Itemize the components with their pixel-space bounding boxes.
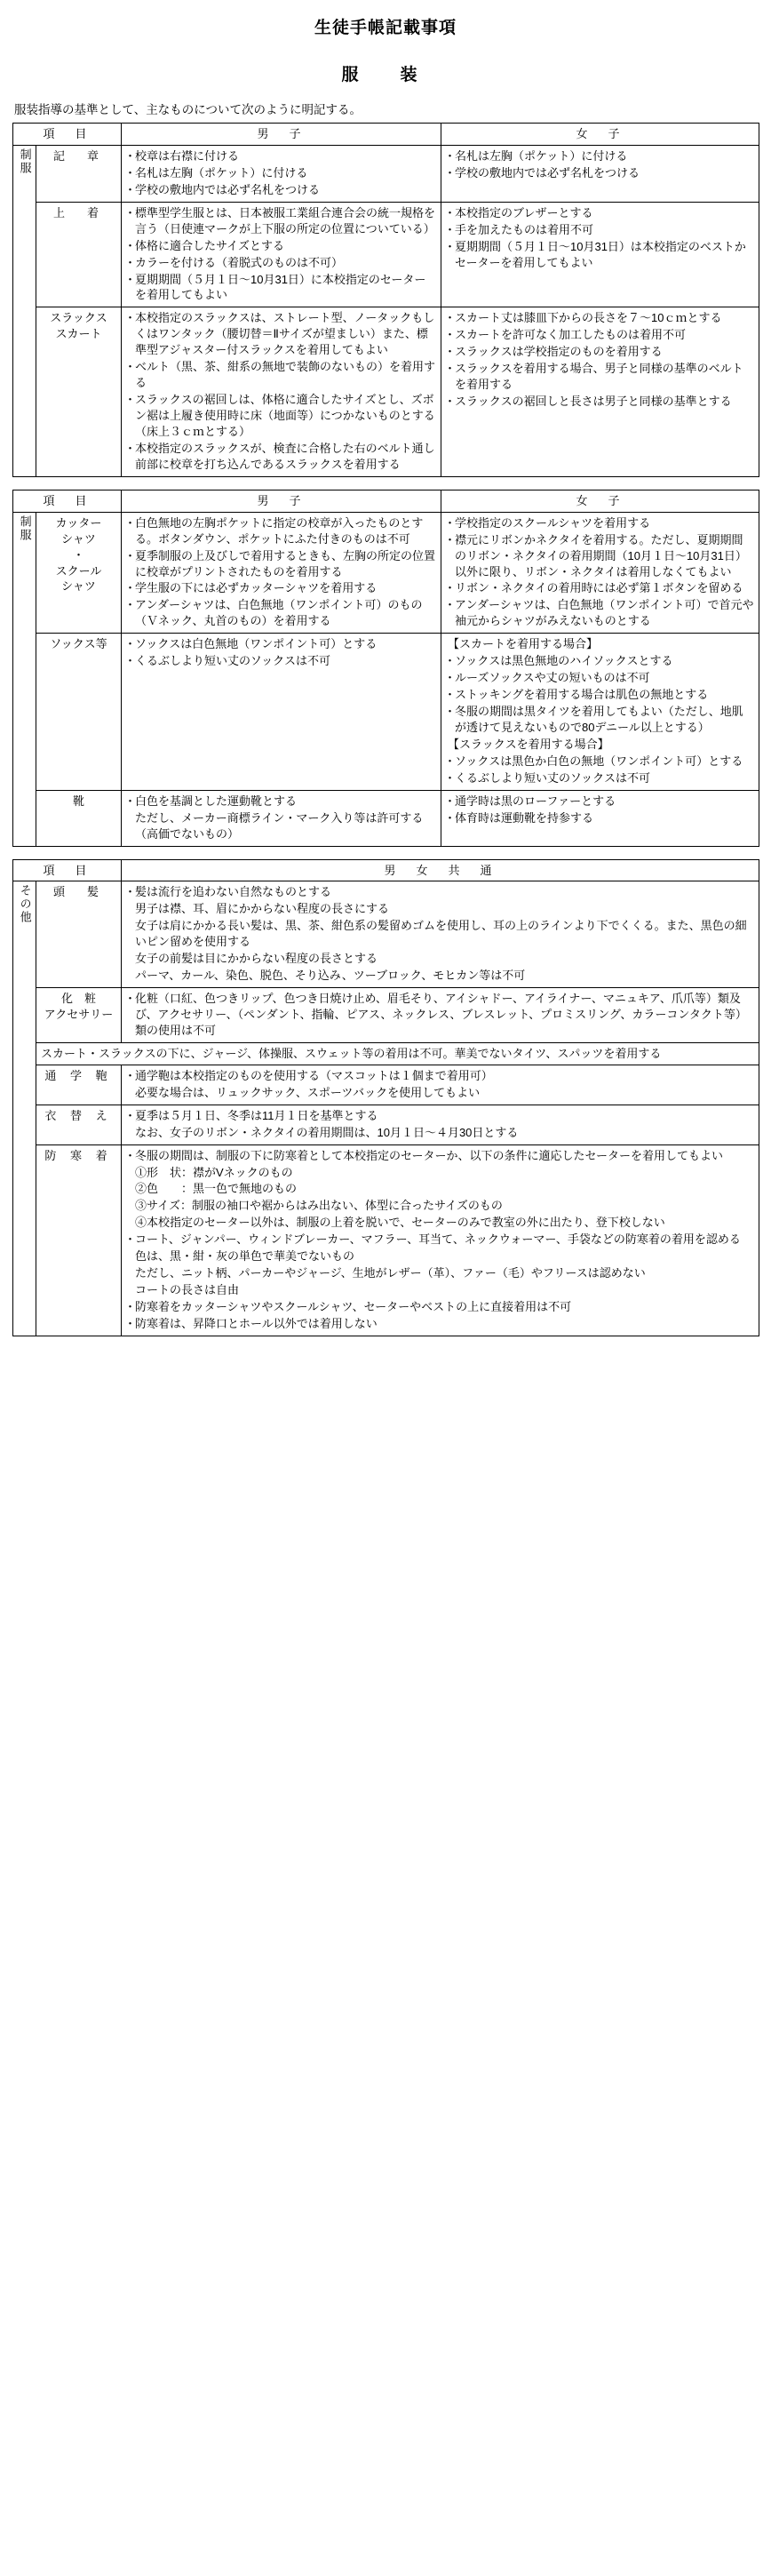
cell-girls-uwagi: ・ 本校指定のブレザーとする ・ 手を加えたものは着用不可 ・ 夏期期間（５月１日〜10月31日）は本校指定のベストかセーターを着用してもよい: [441, 202, 759, 307]
row-label-makeup: 化 粧 アクセサリー: [36, 988, 122, 1043]
table-row: [13, 1144, 759, 1336]
cell-girls-skirt: ・ スカート丈は膝皿下からの長さを７〜10ｃｍとする ・ スカートを許可なく加工したものは着用不可 ・ スラックスは学校指定のものを着用する ・ スラックスを着用する場合、男子と同様の基準のベルトを着用する ・ スラックスの裾回しと長さは男子と同様の基準とする: [441, 307, 759, 476]
category-label: その他: [13, 881, 36, 1336]
uniform-table-1: [12, 123, 759, 477]
row-label-winterwear: 防 寒 着: [36, 1144, 122, 1336]
cell-bag: ・ 通学鞄は本校指定のものを使用する（マスコットは１個まで着用可） 必要な場合は、リュックサック、スポーツバックを使用してもよい: [122, 1065, 759, 1105]
row-label-slacks-skirt: スラックス スカート: [36, 307, 122, 476]
cell-boys-uwagi: ・ 標準型学生服とは、日本被服工業組合連合会の統一規格を言う（日使連マークが上下服の所定の位置についている） ・ 体格に適合したサイズとする ・ カラーを付ける（着脱式のものは不可） ・ 夏期期間（５月１日〜10月31日）に本校指定のセーターを着用してもよい: [122, 202, 441, 307]
cell-boys-shoes: ・ 白色を基調とした運動靴とする ただし、メーカー商標ライン・マーク入り等は許可する（高価でないもの）: [122, 790, 441, 846]
row-label-bag: 通 学 鞄: [36, 1065, 122, 1105]
row-label-shirt: カッター シャツ ・ スクール シャツ: [36, 512, 122, 634]
table-row: [13, 512, 759, 634]
header-item: 項 目: [13, 859, 122, 881]
cell-boys-shirt: ・ 白色無地の左胸ポケットに指定の校章が入ったものとする。ボタンダウン、ポケットにふた付きのものは不可 ・ 夏季制服の上及びしで着用するときも、左胸の所定の位置に校章がプリントされたものを着用する ・ 学生服の下には必ずカッターシャツを着用する ・ アンダーシャツは、白色無地（ワンポイント可）のもの（Ｖネック、丸首のもの）を着用する: [122, 512, 441, 634]
cell-makeup: ・ 化粧（口紅、色つきリップ、色つき日焼け止め、眉毛そり、アイシャドー、アイライナー、マニュキア、爪爪等）類及び、アクセサリー、（ペンダント、指輪、ピアス、ネックレス、ブレスレット、プロミスリング、カラーコンタクト等）類の使用は不可: [122, 988, 759, 1043]
table-header-row: [13, 859, 759, 881]
cell-girls-shirt: ・ 学校指定のスクールシャツを着用する ・ 襟元にリボンかネクタイを着用する。ただし、夏期期間のリボン・ネクタイの着用期間（10月１日〜10月31日）以外に限り、リボン・ネクタイは着用しなくてもよい ・ リボン・ネクタイの着用時には必ず第１ボタンを留める ・ アンダーシャツは、白色無地（ワンポイント可）で首元や袖元からシャツがみえないものとする: [441, 512, 759, 634]
row-label-shoes: 靴: [36, 790, 122, 846]
table-row: [13, 1042, 759, 1065]
category-label: 制服: [13, 512, 36, 846]
row-label-hair: 頭 髪: [36, 881, 122, 988]
header-girls: 女 子: [441, 490, 759, 512]
table-row: [13, 145, 759, 202]
cell-hair: ・ 髪は流行を追わない自然なものとする 男子は襟、耳、眉にかからない程度の長さにする 女子は肩にかかる長い髪は、黒、茶、紺色系の髪留めゴムを使用し、耳の上のラインより下でくくる。また、黒色の細いピン留めを使用する 女子の前髪は目にかからない程度の長さとする パーマ、カール、染色、脱色、そり込み、ツーブロック、モヒカン等は不可: [122, 881, 759, 988]
row-label-socks: ソックス等: [36, 634, 122, 790]
table-row: [13, 202, 759, 307]
uniform-table-3: [12, 859, 759, 1336]
header-boys: 男 子: [122, 124, 441, 146]
cell-boys-socks: ・ ソックスは白色無地（ワンポイント可）とする ・ くるぶしより短い丈のソックスは不可: [122, 634, 441, 790]
section-title: 服 装: [341, 66, 430, 84]
header-item: 項 目: [13, 490, 122, 512]
lead-text: 服装指導の基準として、主なものについて次のように明記する。: [14, 103, 362, 116]
cell-seasonal-change: ・ 夏季は５月１日、冬季は11月１日を基準とする なお、女子のリボン・ネクタイの着用期間は、10月１日〜４月30日とする: [122, 1105, 759, 1144]
cell-girls-socks: 【スカートを着用する場合】 ・ ソックスは黒色無地のハイソックスとする ・ ルーズソックスや丈の短いものは不可 ・ ストッキングを着用する場合は肌色の無地とする ・ 冬服の期間は黒タイツを着用してもよい（ただし、地肌が透けて見えないもので80デニール以上とする） 【スラックスを着用する場合】 ・ ソックスは黒色か白色の無地（ワンポイント可）とする ・ くるぶしより短い丈のソックスは不可: [441, 634, 759, 790]
row-label-uwagi: 上 着: [36, 202, 122, 307]
row-label-kishou: 記 章: [36, 145, 122, 202]
table-row: [13, 307, 759, 476]
cell-girls-kishou: ・ 名札は左胸（ポケット）に付ける ・ 学校の敷地内では必ず名札をつける: [441, 145, 759, 202]
table-header-row: [13, 124, 759, 146]
uniform-table-2: [12, 490, 759, 847]
cell-boys-slacks: ・ 本校指定のスラックスは、ストレート型、ノータックもしくはワンタック（腰切替＝Ⅱサイズが望ましい）また、標準型アジャスター付スラックスを着用してもよい ・ ベルト（黒、茶、紺系の無地で装飾のないもの）を着用する ・ スラックスの裾回しは、体格に適合したサイズとし、ズボン裾は上履き使用時に床（地面等）につかないものとする（床上３ｃｍとする） ・ 本校指定のスラックスが、検査に合格した右のベルト通し前部に校章を打ち込んであるスラックスを着用する: [122, 307, 441, 476]
table-row: [13, 881, 759, 988]
table-row: [13, 790, 759, 846]
cell-girls-shoes: ・ 通学時は黒のローファーとする ・ 体育時は運動靴を持参する: [441, 790, 759, 846]
cell-winterwear: ・ 冬服の期間は、制服の下に防寒着として本校指定のセーターか、以下の条件に適応したセーターを着用してもよい ①形 状：襟がVネックのもの ②色 ：黒一色で無地のもの ③サイズ：制服の袖口や裾からはみ出ない、体型に合ったサイズのもの ④本校指定のセーター以外は、制服の上着を脱いで、セーターのみで教室の外に出たり、登下校しない ・ コート、ジャンパー、ウィンドブレーカー、マフラー、耳当て、ネックウォーマー、手袋などの防寒着の着用を認める 色は、黒・紺・灰の単色で華美でないもの ただし、ニット柄、パーカーやジャージ、生地がレザー（革）、ファー（毛）やフリースは認めない コートの長さは自由 ・ 防寒着をカッターシャツやスクールシャツ、セーターやベストの上に直接着用は不可 ・ 防寒着は、昇降口とホール以外では着用しない: [122, 1144, 759, 1336]
row-label-seasonal-change: 衣 替 え: [36, 1105, 122, 1144]
page-title: 生徒手帳記載事項: [314, 19, 457, 37]
category-label: 制服: [13, 145, 36, 476]
header-girls: 女 子: [441, 124, 759, 146]
cell-underlayer-note: スカート・スラックスの下に、ジャージ、体操服、スウェット等の着用は不可。華美でないタイツ、スパッツを着用する: [36, 1042, 759, 1065]
table-header-row: [13, 490, 759, 512]
table-row: [13, 634, 759, 790]
header-boys: 男 子: [122, 490, 441, 512]
table-row: [13, 1065, 759, 1105]
cell-boys-kishou: ・ 校章は右襟に付ける ・ 名札は左胸（ポケット）に付ける ・ 学校の敷地内では必ず名札をつける: [122, 145, 441, 202]
header-common: 男 女 共 通: [122, 859, 759, 881]
table-row: [13, 988, 759, 1043]
table-row: [13, 1105, 759, 1144]
header-item: 項 目: [13, 124, 122, 146]
